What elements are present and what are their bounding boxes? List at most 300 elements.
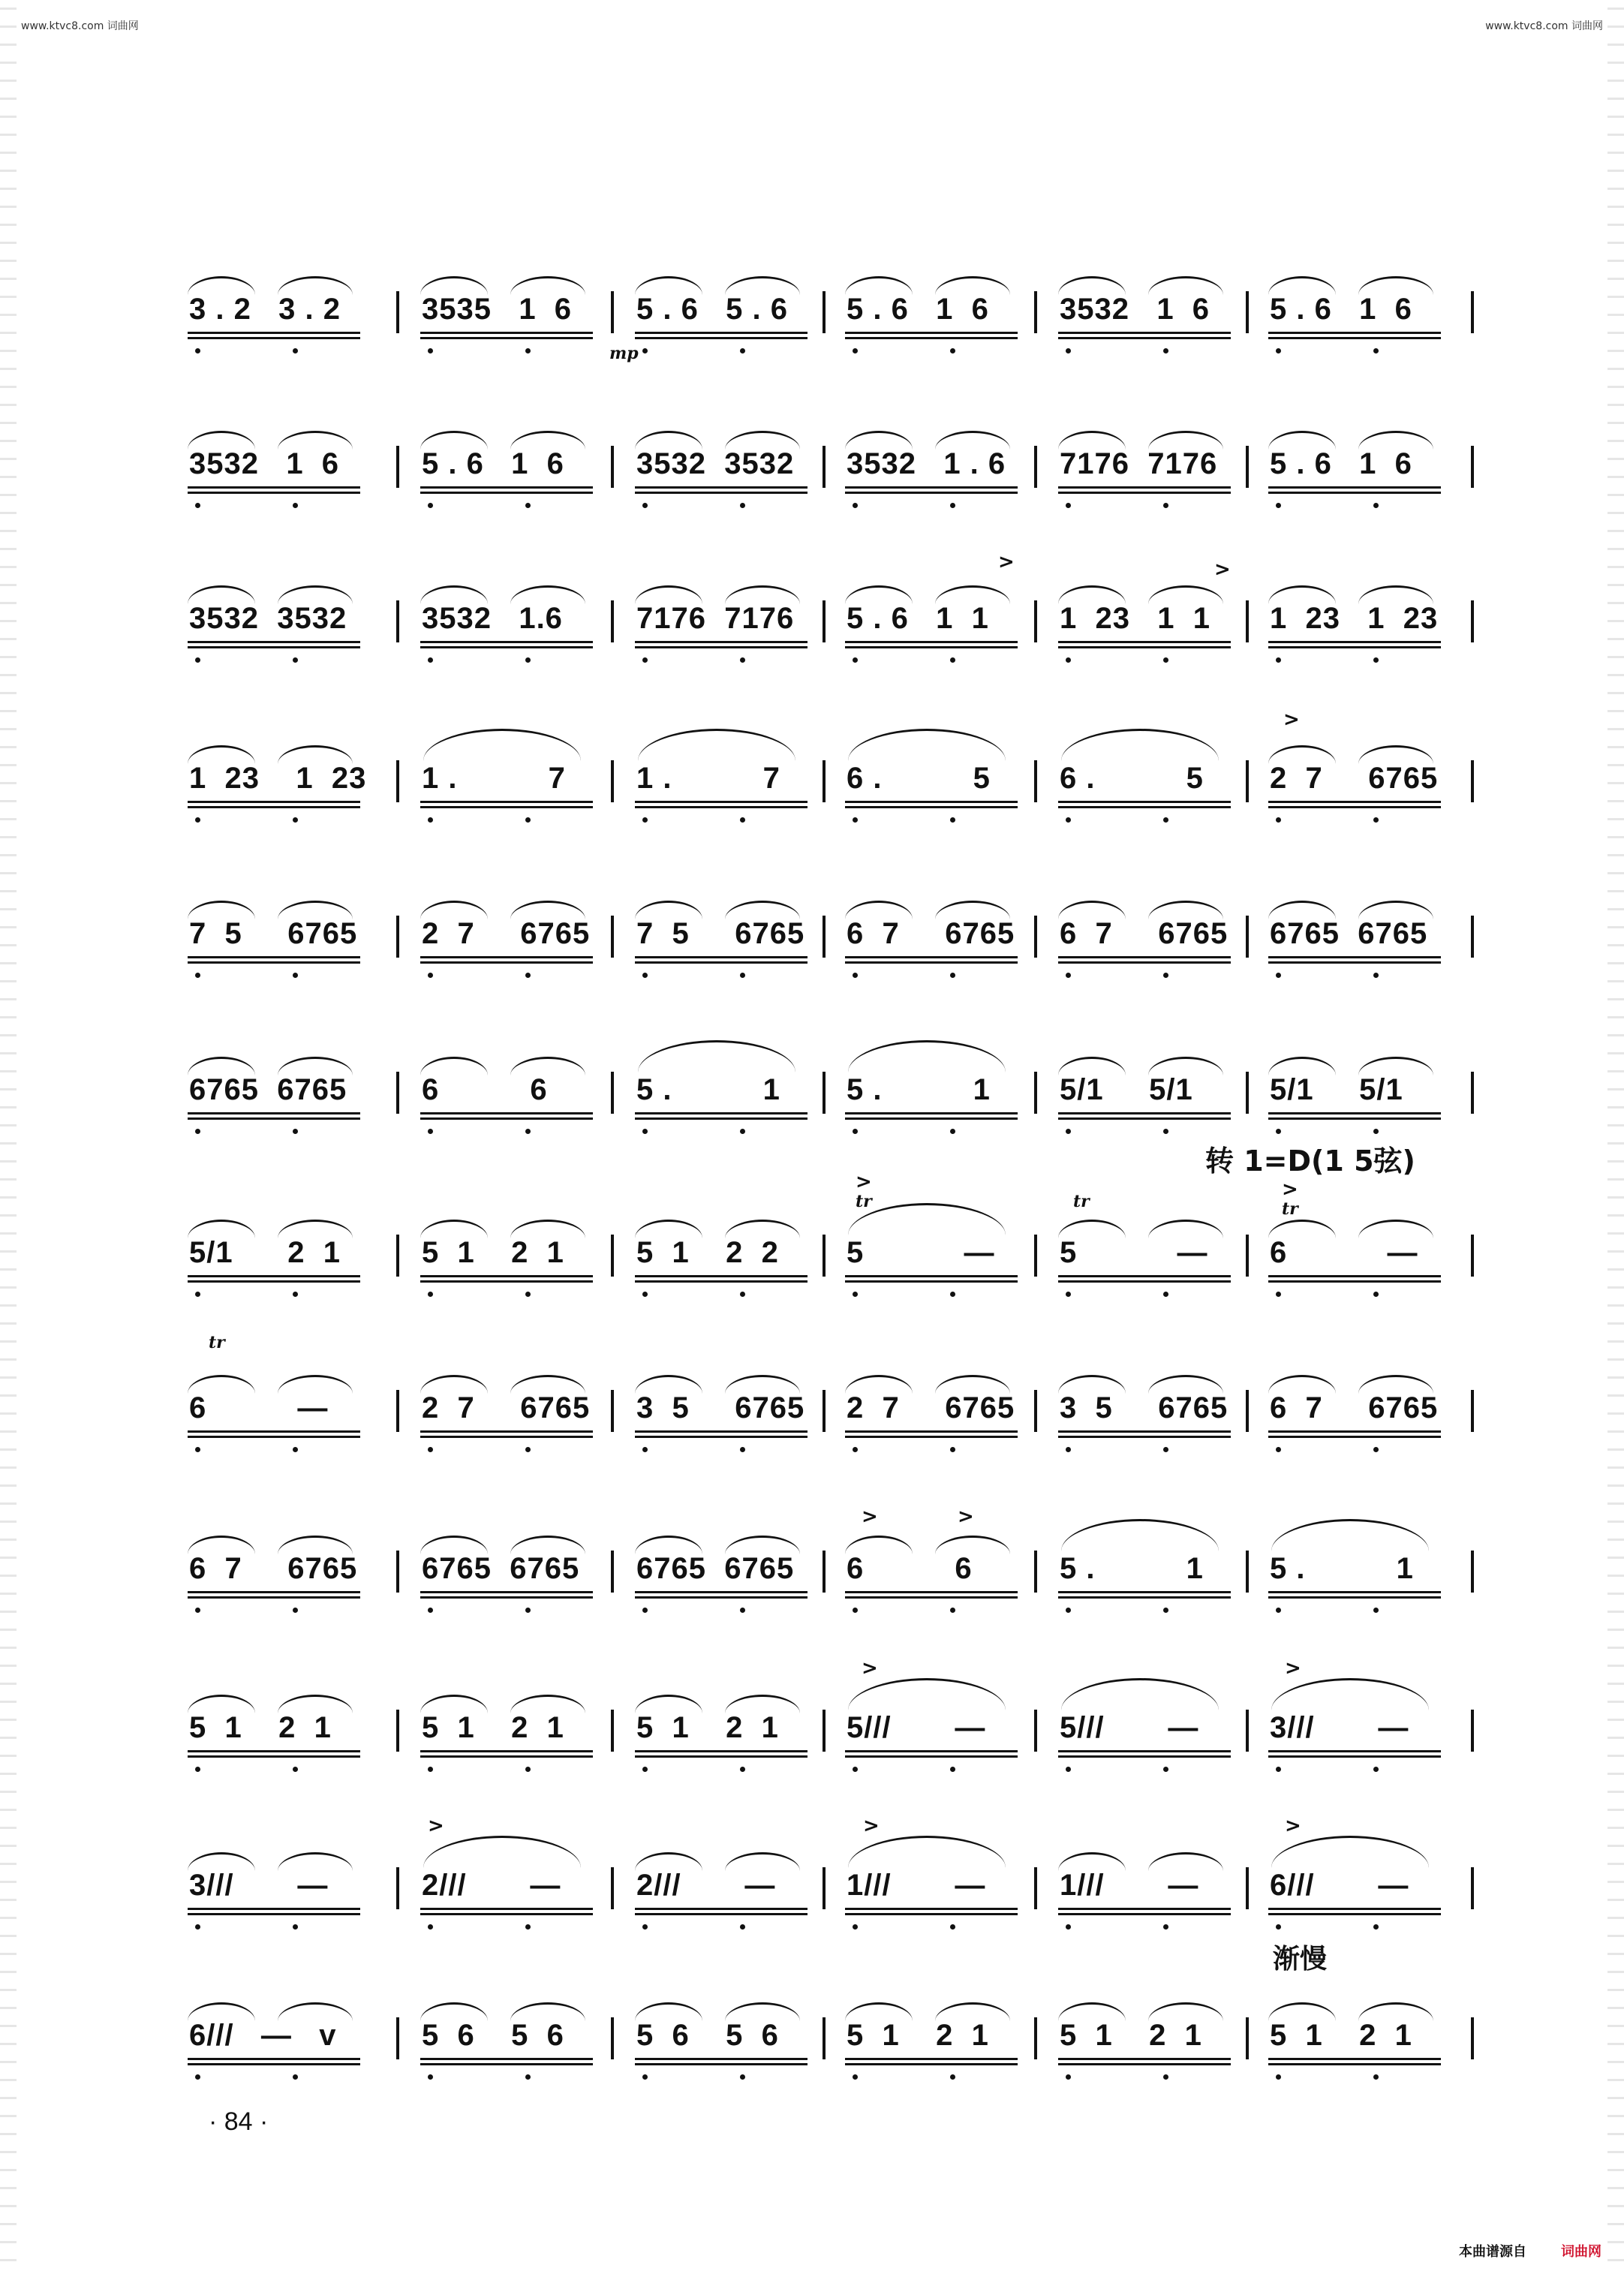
slur-arc (278, 1536, 353, 1554)
measure (1051, 895, 1253, 985)
measure-notes: 6/// — (1270, 1869, 1409, 1902)
beam-line (188, 641, 360, 643)
beam-line (845, 1755, 1018, 1758)
beam-line (1058, 1436, 1231, 1438)
key-change-label: 转 1=D(1 5弦) (1205, 1145, 1415, 1178)
slur-arc (1148, 2002, 1223, 2021)
octave-dot (642, 348, 648, 353)
slur-arc (1271, 1836, 1429, 1868)
measure-notes: 3 5 6765 (1060, 1391, 1229, 1424)
beam-line (1268, 1117, 1441, 1120)
slur-arc (725, 2002, 800, 2021)
slur-arc (420, 1057, 488, 1075)
header-url-left: www.ktvc8.com 词曲网 (21, 20, 139, 32)
octave-dot (1066, 1447, 1071, 1452)
slur-arc (188, 1220, 255, 1238)
measure-notes: 6/// — v (189, 2019, 337, 2052)
beam-line (1058, 956, 1231, 958)
beam-line (845, 1913, 1018, 1915)
beam-line (845, 801, 1018, 803)
barline (611, 291, 614, 333)
beam-line (420, 646, 593, 648)
slur-arc (1358, 901, 1433, 919)
slur-arc (725, 901, 800, 919)
octave-dot (195, 1292, 200, 1297)
octave-dot (642, 657, 648, 663)
slur-arc (510, 1695, 585, 1713)
slur-arc (420, 585, 488, 604)
octave-dot (853, 1608, 858, 1613)
measure-notes: 5 . 6 5 . 6 (636, 293, 789, 326)
beam-line (1058, 1112, 1231, 1114)
measure (838, 425, 1040, 515)
measure-notes: 1 23 1 23 (1270, 602, 1439, 635)
beam-line (420, 956, 593, 958)
slur-arc (1058, 276, 1126, 295)
octave-dot (525, 1447, 531, 1452)
barline (1034, 1710, 1037, 1752)
beam-line (188, 2058, 360, 2060)
measure-notes: 1 23 1 1 (1060, 602, 1211, 635)
beam-line (635, 1430, 807, 1433)
measure (627, 270, 830, 360)
beam-line (188, 1430, 360, 1433)
measure (1261, 1996, 1463, 2086)
octave-dot (525, 1129, 531, 1134)
slur-arc (510, 1057, 585, 1075)
barline (1471, 291, 1474, 333)
barline (1246, 1072, 1249, 1114)
measure (413, 895, 615, 985)
slur-arc (1358, 276, 1433, 295)
measure-notes: 5/// — (1060, 1711, 1199, 1744)
beam-line (1268, 1913, 1441, 1915)
page-number: · 84 · (209, 2107, 269, 2136)
beam-line (845, 337, 1018, 339)
octave-dot (293, 1924, 298, 1930)
barline (1471, 1867, 1474, 1909)
octave-dot (525, 348, 531, 353)
barline (611, 760, 614, 802)
slur-arc (635, 901, 702, 919)
beam-line (420, 1750, 593, 1752)
beam-line (188, 1908, 360, 1910)
barline (1246, 916, 1249, 958)
octave-dot (740, 503, 745, 508)
beam-line (188, 1117, 360, 1120)
octave-dot (428, 1447, 433, 1452)
measure-notes: 3 . 2 3 . 2 (189, 293, 341, 326)
measure (838, 895, 1040, 985)
barline (396, 1710, 399, 1752)
slur-arc (1058, 901, 1126, 919)
slur-arc (278, 1057, 353, 1075)
barline (1471, 1235, 1474, 1277)
octave-dot (195, 2074, 200, 2080)
octave-dot (1163, 1292, 1168, 1297)
beam-line (845, 1112, 1018, 1114)
barline (611, 600, 614, 642)
beam-line (420, 1596, 593, 1599)
measure (1261, 739, 1463, 829)
octave-dot (428, 1767, 433, 1772)
beam-line (188, 1112, 360, 1114)
trill-mark: tr (209, 1333, 225, 1352)
beam-line (845, 1280, 1018, 1283)
measure (413, 1051, 615, 1141)
beam-line (1058, 1755, 1231, 1758)
score-line (180, 270, 1486, 360)
barline (823, 760, 826, 802)
beam-line (420, 1280, 593, 1283)
measure-notes: 5 6 5 6 (422, 2019, 564, 2052)
beam-line (1268, 2058, 1441, 2060)
slur-arc (845, 2002, 913, 2021)
measure-notes: 5 . 6 1 1 (847, 602, 989, 635)
slur-arc (278, 1220, 353, 1238)
measure-notes: 5 6 5 6 (636, 2019, 779, 2052)
slur-arc (845, 431, 913, 450)
measure-notes: 5 — (847, 1236, 995, 1269)
octave-dot (195, 503, 200, 508)
measure (838, 270, 1040, 360)
barline (1471, 1551, 1474, 1593)
measure-notes: 6 6 (422, 1073, 548, 1106)
slur-arc (510, 1220, 585, 1238)
slur-arc (1268, 1375, 1336, 1394)
slur-arc (725, 431, 800, 450)
measure-notes: 1 . 7 (636, 762, 780, 795)
barline (611, 1235, 614, 1277)
slur-arc (420, 1695, 488, 1713)
octave-dot (1276, 1129, 1281, 1134)
barline (611, 446, 614, 488)
beam-line (188, 961, 360, 964)
slur-arc (1058, 1220, 1126, 1238)
measure-notes: 5 . 6 1 6 (1270, 293, 1412, 326)
beam-line (420, 806, 593, 808)
barline (396, 916, 399, 958)
barline (1246, 1867, 1249, 1909)
measure (1051, 579, 1253, 669)
octave-dot (1066, 503, 1071, 508)
octave-dot (853, 1129, 858, 1134)
barline (1034, 1551, 1037, 1593)
measure (627, 1051, 830, 1141)
octave-dot (1163, 1924, 1168, 1930)
measure (413, 1369, 615, 1459)
octave-dot (950, 1767, 955, 1772)
trill-mark: tr (856, 1192, 872, 1211)
beam-line (635, 1591, 807, 1593)
measure (180, 1051, 383, 1141)
measure-notes: 2 7 6765 (422, 1391, 591, 1424)
slur-arc (1358, 2002, 1433, 2021)
measure-notes: 1 . 7 (422, 762, 566, 795)
slur-arc (725, 276, 800, 295)
beam-line (420, 1755, 593, 1758)
octave-dot (1276, 348, 1281, 353)
slur-arc (845, 585, 913, 604)
octave-dot (428, 817, 433, 823)
slur-arc (935, 2002, 1010, 2021)
accent-mark: > (1285, 1815, 1301, 1837)
slur-arc (635, 276, 702, 295)
slur-arc (1148, 1220, 1223, 1238)
beam-line (420, 492, 593, 494)
barline (1471, 446, 1474, 488)
beam-line (1268, 961, 1441, 964)
measure-notes: 7176 7176 (1060, 447, 1218, 480)
measure-notes: 5 . 1 (636, 1073, 780, 1106)
barline (1471, 1390, 1474, 1432)
beam-line (635, 332, 807, 334)
slur-arc (1148, 585, 1223, 604)
slur-arc (1058, 431, 1126, 450)
barline (396, 600, 399, 642)
measure-notes: 5 1 2 1 (1060, 2019, 1202, 2052)
beam-line (420, 1112, 593, 1114)
score-line (180, 895, 1486, 985)
beam-line (1268, 956, 1441, 958)
octave-dot (950, 1129, 955, 1134)
barline (823, 916, 826, 958)
slur-arc (848, 729, 1006, 761)
beam-line (1268, 641, 1441, 643)
octave-dot (428, 348, 433, 353)
measure-notes: 5 . 6 1 6 (1270, 447, 1412, 480)
measure-notes: 6765 6765 (1270, 917, 1428, 950)
slur-arc (420, 1220, 488, 1238)
octave-dot (642, 2074, 648, 2080)
measure-notes: 6 6 (847, 1552, 973, 1585)
slur-arc (1271, 1678, 1429, 1710)
slur-arc (725, 1852, 800, 1871)
beam-line (635, 646, 807, 648)
octave-dot (1373, 1129, 1379, 1134)
trill-mark: tr (1073, 1192, 1090, 1211)
measure (413, 1214, 615, 1304)
octave-dot (642, 973, 648, 978)
octave-dot (1163, 1608, 1168, 1613)
measure (180, 1689, 383, 1779)
beam-line (188, 1596, 360, 1599)
beam-line (1268, 1430, 1441, 1433)
beam-line (1058, 1591, 1231, 1593)
octave-dot (740, 973, 745, 978)
octave-dot (1163, 1447, 1168, 1452)
beam-line (845, 1591, 1018, 1593)
slur-arc (848, 1678, 1006, 1710)
barline (396, 446, 399, 488)
octave-dot (293, 657, 298, 663)
beam-line (1058, 492, 1231, 494)
beam-line (420, 1913, 593, 1915)
slur-arc (423, 729, 581, 761)
octave-dot (525, 1924, 531, 1930)
measure (627, 1689, 830, 1779)
measure-notes: 5/1 5/1 (1270, 1073, 1403, 1106)
slur-arc (278, 1375, 353, 1394)
octave-dot (525, 503, 531, 508)
slur-arc (510, 431, 585, 450)
beam-line (1058, 1913, 1231, 1915)
slur-arc (635, 1695, 702, 1713)
slur-arc (420, 2002, 488, 2021)
measure (180, 895, 383, 985)
barline (1034, 916, 1037, 958)
accent-mark: > (1282, 1178, 1298, 1201)
octave-dot (642, 503, 648, 508)
barline (823, 1710, 826, 1752)
beam-line (1058, 1280, 1231, 1283)
measure-notes: 5 1 2 1 (422, 1711, 564, 1744)
slur-arc (188, 1536, 255, 1554)
slur-arc (420, 1375, 488, 1394)
barline (611, 1867, 614, 1909)
measure-notes: 3535 1 6 (422, 293, 573, 326)
slur-arc (510, 2002, 585, 2021)
octave-dot (740, 1129, 745, 1134)
slur-arc (188, 431, 255, 450)
beam-line (845, 1117, 1018, 1120)
octave-dot (293, 817, 298, 823)
slur-arc (420, 1536, 488, 1554)
measure (838, 1214, 1040, 1304)
accent-mark: > (862, 1505, 878, 1528)
beam-line (1268, 486, 1441, 489)
accent-mark: > (428, 1815, 444, 1837)
beam-line (845, 1750, 1018, 1752)
octave-dot (428, 1924, 433, 1930)
octave-dot (1373, 1292, 1379, 1297)
octave-dot (1066, 817, 1071, 823)
slur-arc (1061, 1519, 1219, 1551)
beam-line (845, 492, 1018, 494)
measure (1261, 1051, 1463, 1141)
beam-line (188, 1913, 360, 1915)
barline (396, 1072, 399, 1114)
score-line (180, 1846, 1486, 1936)
beam-line (420, 1908, 593, 1910)
barline (396, 1390, 399, 1432)
measure-notes: 5 1 2 1 (636, 1711, 779, 1744)
beam-line (1268, 2063, 1441, 2065)
beam-line (1058, 1750, 1231, 1752)
octave-dot (428, 2074, 433, 2080)
measure-notes: 5 . 6 1 6 (847, 293, 989, 326)
measure (180, 1214, 383, 1304)
measure (838, 1369, 1040, 1459)
beam-line (1268, 1750, 1441, 1752)
slur-arc (1268, 1220, 1336, 1238)
octave-dot (950, 1292, 955, 1297)
octave-dot (1163, 503, 1168, 508)
measure-notes: 3532 1.6 (422, 602, 563, 635)
measure-notes: 6 . 5 (847, 762, 991, 795)
octave-dot (1276, 1292, 1281, 1297)
barline (823, 1390, 826, 1432)
slur-arc (1358, 585, 1433, 604)
slur-arc (935, 901, 1010, 919)
barline (1471, 1710, 1474, 1752)
measure-notes: 5 . 1 (1060, 1552, 1204, 1585)
measure-notes: 6 7 6765 (1270, 1391, 1439, 1424)
footer-source: 本曲谱源自 (1459, 2244, 1526, 2260)
beam-line (635, 961, 807, 964)
measure (1261, 270, 1463, 360)
measure-notes: 6 . 5 (1060, 762, 1204, 795)
beam-line (845, 1436, 1018, 1438)
octave-dot (1163, 1129, 1168, 1134)
octave-dot (195, 973, 200, 978)
slur-arc (935, 1536, 1010, 1554)
accent-mark: > (1283, 708, 1300, 731)
barline (611, 1710, 614, 1752)
beam-line (845, 1596, 1018, 1599)
barline (611, 1072, 614, 1114)
slur-arc (1268, 745, 1336, 764)
slur-arc (420, 431, 488, 450)
octave-dot (740, 1924, 745, 1930)
beam-line (635, 1908, 807, 1910)
slur-arc (935, 585, 1010, 604)
trill-mark: tr (1282, 1199, 1298, 1219)
score-line (180, 739, 1486, 829)
slur-arc (188, 1057, 255, 1075)
barline (1034, 1072, 1037, 1114)
measure (1261, 425, 1463, 515)
measure (413, 579, 615, 669)
measure (413, 1996, 615, 2086)
measure (180, 739, 383, 829)
slur-arc (1058, 2002, 1126, 2021)
octave-dot (853, 2074, 858, 2080)
barline (823, 600, 826, 642)
barline (1246, 1390, 1249, 1432)
barline (396, 2017, 399, 2059)
octave-dot (853, 817, 858, 823)
octave-dot (1066, 1292, 1071, 1297)
beam-line (188, 806, 360, 808)
octave-dot (1373, 348, 1379, 353)
octave-dot (1066, 1767, 1071, 1772)
octave-dot (853, 1447, 858, 1452)
measure-notes: 5 — (1060, 1236, 1208, 1269)
barline (1246, 1235, 1249, 1277)
measure (1261, 1214, 1463, 1304)
beam-line (1058, 1596, 1231, 1599)
barline (823, 1072, 826, 1114)
left-page-edge (0, 0, 17, 2271)
beam-line (635, 956, 807, 958)
beam-line (1058, 961, 1231, 964)
measure (627, 579, 830, 669)
octave-dot (1276, 2074, 1281, 2080)
measure (1051, 1214, 1253, 1304)
beam-line (1058, 1275, 1231, 1277)
barline (1471, 600, 1474, 642)
barline (1034, 1235, 1037, 1277)
octave-dot (853, 1767, 858, 1772)
slur-arc (188, 585, 255, 604)
slur-arc (635, 1375, 702, 1394)
slur-arc (278, 585, 353, 604)
slur-arc (635, 1220, 702, 1238)
barline (1034, 2017, 1037, 2059)
barline (1034, 600, 1037, 642)
beam-line (845, 961, 1018, 964)
